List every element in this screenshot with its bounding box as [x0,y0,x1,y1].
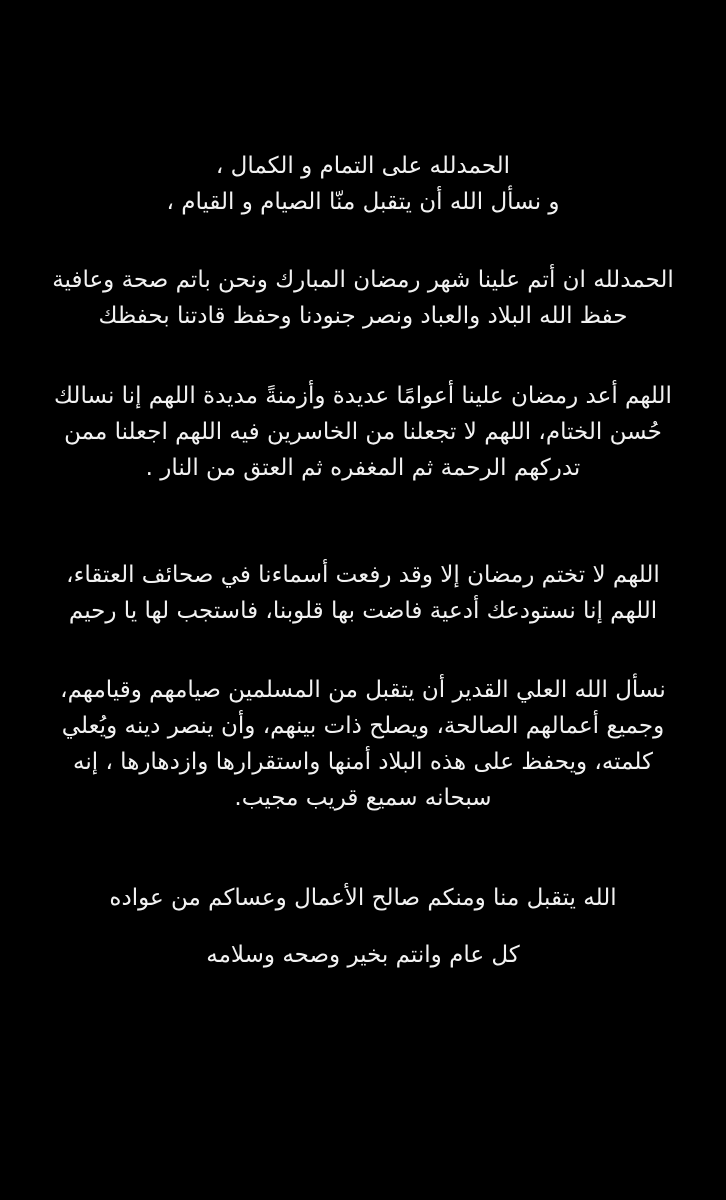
text-line: اللهم إنا نستودعك أدعية فاضت بها قلوبنا، فاستجب لها يا رحيم [68,598,658,624]
text-line: تدركهم الرحمة ثم المغفره ثم العتق من النار . [145,455,581,481]
paragraph-praise [24,148,702,220]
paragraph-greeting [24,880,702,916]
paragraph-eid-wishes [24,937,702,973]
text-line: كل عام وانتم بخير وصحه وسلامه [206,942,520,968]
paragraph-acceptance-prayer [24,672,702,816]
text-line: اللهم أعد رمضان علينا أعوامًا عديدة وأزمنةً مديدة اللهم إنا نسالك [54,383,672,409]
text-line: الله يتقبل منا ومنكم صالح الأعمال وعساكم من عواده [109,885,617,911]
text-line: نسأل الله العلي القدير أن يتقبل من المسلمين صيامهم وقيامهم، [60,677,666,703]
text-line: حفظ الله البلاد والعباد ونصر جنودنا وحفظ قادتنا بحفظك [98,303,628,329]
text-line: و نسأل الله أن يتقبل منّا الصيام و القيام ، [166,189,560,215]
text-line: حُسن الختام، اللهم لا تجعلنا من الخاسرين فيه اللهم اجعلنا ممن [64,419,662,445]
text-line: كلمته، ويحفظ على هذه البلاد أمنها واستقرارها وازدهارها ، إنه [73,749,653,775]
text-line: الحمدلله على التمام و الكمال ، [215,153,511,179]
text-line: وجميع أعمالهم الصالحة، ويصلح ذات بينهم، وأن ينصر دينه ويُعلي [61,713,665,739]
paragraph-supplication [24,378,702,486]
text-line: سبحانه سميع قريب مجيب. [234,785,492,811]
paragraph-ramadan-completion [24,262,702,334]
paragraph-freedmen-prayer [24,557,702,629]
text-line: الحمدلله ان أتم علينا شهر رمضان المبارك ونحن باتم صحة وعافية [52,267,674,293]
text-line: اللهم لا تختم رمضان إلا وقد رفعت أسماءنا في صحائف العتقاء، [66,562,660,588]
